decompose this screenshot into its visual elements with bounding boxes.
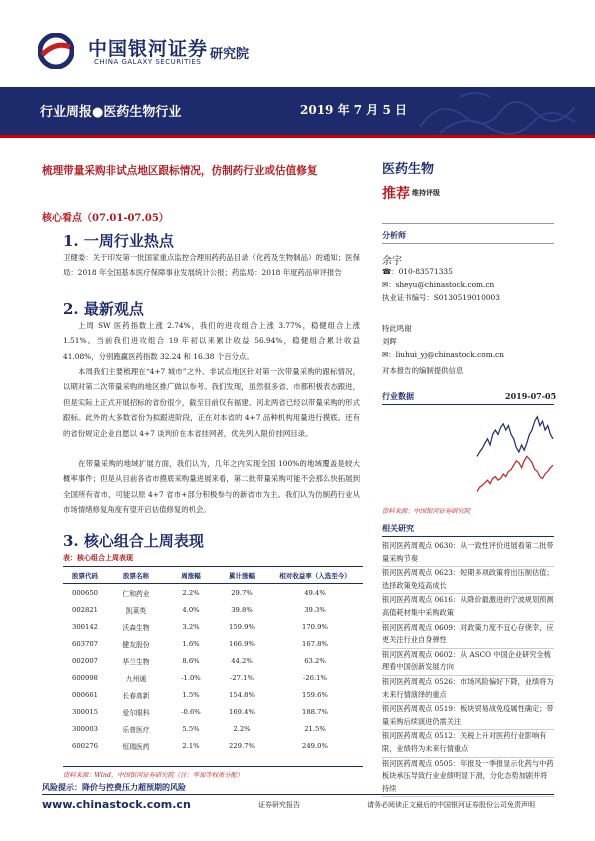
portfolio-table — [63, 566, 363, 755]
contact-email[interactable]: ✉：liuhui_yj@chinastock.com.cn — [382, 350, 504, 359]
related-item[interactable]: 银河医药周观点 0519：板块贸易战免疫属性确定；带量采购后续演进仍需关注 — [382, 703, 554, 730]
table-cell: 300142 — [72, 622, 98, 631]
institute-label: 研究院 — [210, 47, 250, 62]
table-cell: 229.7% — [229, 742, 255, 751]
risk-warning: 风险提示：降价与控费压力超预期的风险 — [42, 782, 186, 792]
related-item[interactable]: 银河医药周观点 0512：关税上升对医药行业影响有限，业绩将为未来行情重点 — [382, 730, 554, 757]
table-cell: 2.1% — [182, 742, 200, 751]
related-item[interactable]: 银河医药周观点 0505：年报及一季报显示化药与中药板块承压导致行业业绩明显下滑，分化态势加剧并将持续 — [382, 758, 554, 798]
table-cell: 沃森生物 — [122, 623, 150, 632]
company-name-en: CHINA GALAXY SECURITIES — [94, 58, 202, 66]
table-cell: -26.1% — [303, 674, 327, 683]
chart-series-line-0 — [477, 417, 553, 457]
table-cell: 39.8% — [231, 605, 253, 614]
table-row — [63, 704, 363, 721]
rating-sub: 维持评级 — [412, 188, 440, 197]
related-rule — [382, 536, 554, 537]
related-item[interactable]: 银河医药周观点 0602：从 ASCO 中国企业研究全梳理看中国创新发展方向 — [382, 649, 554, 676]
table-cell: 九州通 — [125, 675, 147, 684]
table-source: 资料来源：Wind，中国银河证券研究院（注：率加等权重分配） — [63, 772, 244, 779]
core-label: 核心看点（07.01-07.05） — [42, 213, 169, 224]
table-cell: 凯莱英 — [125, 606, 147, 615]
related-item[interactable]: 银河医药周观点 0616：从降价最激进的宁波规划预测高值耗材集中采购政策 — [382, 594, 554, 621]
related-item[interactable]: 银河医药周观点 0609：对政策力度不宜心存侥幸，应更关注行业自身弹性 — [382, 622, 554, 649]
table-cell: 1.6% — [182, 639, 200, 648]
table-row — [63, 687, 363, 704]
table-row — [63, 721, 363, 738]
contact-note: 对本报告的编制提供信息 — [382, 366, 464, 375]
analyst-cert: 执业证书编号：S0130519010003 — [382, 293, 500, 302]
table-cell: -0.6% — [181, 708, 201, 717]
table-cell: 爱尔眼科 — [122, 709, 150, 718]
table-cell: -27.1% — [230, 674, 254, 683]
table-cell: 恒瑞医药 — [122, 743, 150, 752]
table-cell: 170.9% — [302, 622, 328, 631]
report-title: 梳理带量采购非试点地区跟标情况，仿制药行业或估值修复 — [42, 165, 318, 177]
table-cell: 300015 — [72, 708, 98, 717]
contact-name: 刘晖 — [382, 337, 397, 346]
table-cell: 2.2% — [233, 725, 251, 734]
rating-label: 推荐 — [382, 186, 410, 202]
footer-mid: 证券研究报告 — [258, 801, 300, 809]
analyst-header: 分析师 — [382, 230, 406, 240]
report-type: 行业周报●医药生物行业 — [40, 105, 182, 120]
table-cell: 600276 — [72, 742, 98, 751]
footer-url[interactable]: www.chinastock.com.cn — [42, 798, 191, 811]
col-header-code: 股票代码 — [63, 567, 107, 584]
table-cell: 002007 — [72, 656, 98, 665]
chart-date: 2019-07-05 — [505, 391, 557, 401]
related-item[interactable]: 银河医药周观点 0526：市场风险偏好下降，业绩将为未来行情演绎的重点 — [382, 676, 554, 703]
table-cell: 63.2% — [304, 656, 326, 665]
table-cell: 000650 — [72, 588, 98, 597]
section-3-title: 3. 核心组合上周表现 — [63, 532, 204, 550]
portfolio-table-wrapper — [63, 566, 363, 755]
table-cell: 8.6% — [182, 656, 200, 665]
table-cell: 169.4% — [229, 708, 255, 717]
table-cell: 600998 — [72, 674, 98, 683]
table-cell: 1.5% — [182, 691, 200, 700]
table-cell: 159.6% — [302, 691, 328, 700]
analyst-rule-bottom — [382, 243, 554, 244]
table-row — [63, 738, 363, 755]
table-cell: 长春高新 — [122, 692, 150, 701]
related-item[interactable]: 银河医药周观点 0630：从一致性评价进展看第二批带量采购节奏 — [382, 540, 554, 567]
company-logo-icon — [38, 33, 74, 69]
table-cell: 603707 — [72, 639, 98, 648]
section-2-para-2: 本周我们主要梳理在“4+7 城市”之外、非试点地区针对第一次带量采购的跟标情况，以期对第二次带量采购的地区推广做以参考。我们发现，虽然很多省、市都积极表态跟进，但是实际上正式开展招标的省份很少，截至目前仅有福建、河北两省已经以带量采购的形式跟标。此外的大多数省份为拟跟进阶段，正在对本省的 4+7 品种机构用量进行摸底。还有的省份规定企业自愿以 4+7 谈判价在本省挂网者，优先列入限价挂网目录。 — [63, 367, 360, 438]
section-1-text: 卫健委：关于印发第一批国家重点监控合理用药药品目录（化药及生物制品）的通知；医保局：2018 年全国基本医疗保障事业发展统计公报；药监局：2018 年度药品审评报告 — [63, 253, 360, 278]
table-bottom-rule — [63, 766, 363, 767]
table-cell: 002821 — [72, 605, 98, 614]
table-cell: 乐普医疗 — [122, 726, 150, 735]
footer-rule — [42, 794, 554, 795]
analyst-email[interactable]: ✉：sheyu@chinastock.com.cn — [382, 280, 495, 289]
industry-chart — [476, 406, 554, 498]
table-row — [63, 601, 363, 618]
table-header-row — [63, 567, 363, 584]
analyst-rule-top — [382, 223, 554, 224]
section-2-title: 2. 最新观点 — [63, 300, 144, 318]
chart-title: 行业数据 — [382, 391, 414, 401]
table-cell: 154.8% — [229, 691, 255, 700]
col-header-name: 股票名称 — [107, 567, 165, 584]
table-cell: 166.9% — [229, 639, 255, 648]
table-cell: -1.0% — [181, 674, 201, 683]
industry-label: 医药生物 — [382, 162, 435, 177]
table-cell: 5.5% — [182, 725, 200, 734]
header-stripe — [0, 135, 595, 138]
table-cell: 188.7% — [302, 708, 328, 717]
table-cell: 167.8% — [302, 639, 328, 648]
col-header-relative: 相对收益率（入选至今） — [267, 567, 363, 584]
table-cell: 249.0% — [302, 742, 328, 751]
table-cell: 华兰生物 — [122, 657, 150, 666]
section-1-title: 1. 一周行业热点 — [63, 232, 174, 250]
table-row — [63, 669, 363, 686]
table-cell: 159.9% — [229, 622, 255, 631]
analyst-phone: ☎：010-83571335 — [382, 267, 453, 276]
footer-disclaimer: 请务必阅读正文最后的中国银河证券股份公司免责声明 — [367, 801, 535, 809]
table-cell: 2.2% — [182, 588, 200, 597]
analyst-name: 余宇 — [382, 256, 402, 267]
table-cell: 仁和药业 — [122, 589, 150, 598]
table-cell: 000661 — [72, 691, 98, 700]
col-header-cumulative: 累计涨幅 — [217, 567, 267, 584]
related-item[interactable]: 银河医药周观点 0623：短期多项政策将出压制估值；选择政策免疫高成长 — [382, 567, 554, 594]
chart-series-line-1 — [477, 456, 553, 491]
table-row — [63, 618, 363, 635]
chart-rule — [382, 404, 554, 405]
table-cell: 29.7% — [231, 588, 253, 597]
section-2-para-1: 上周 SW 医药指数上涨 2.74%，我们的进攻组合上涨 3.77%，稳健组合上涨 1.51%。当前我们进攻组合 19 年初以来累计收益 56.94%，稳健组合累计收益 41.08%，分别跑赢医药指数 32.24 和 16.38 个百分点。 — [63, 321, 360, 361]
col-header-weekly: 周涨幅 — [165, 567, 217, 584]
table-cell: 44.2% — [231, 656, 253, 665]
report-date: 2019 年 7 月 5 日 — [300, 103, 407, 117]
table-row — [63, 635, 363, 652]
section-2-para-3: 在带量采购的地域扩展方面，我们认为，几年之内实现全国 100%的地域覆盖是较大概率事件；但是从目前各省市摸底采购量进展来看，第二批带量采购可能不会那么快拓展到全国所有省市，可能以原 4+7 省市+部分积极参与的新省市为主。我们认为仿制药行业从市场情绪修复角度有望开启估值修复的机会。 — [63, 459, 360, 515]
chart-source: 资料来源：中国银河证券研究院 — [382, 508, 471, 515]
related-header: 相关研究 — [382, 523, 414, 533]
table-row — [63, 584, 363, 602]
contact-label: 特此鸣谢 — [382, 324, 412, 333]
table-cell: 300003 — [72, 725, 98, 734]
table-row — [63, 652, 363, 669]
company-name-cn: 中国银河证券 — [88, 38, 209, 60]
table-caption: 表：核心组合上周表现 — [63, 553, 133, 562]
related-list — [382, 540, 554, 797]
table-cell: 49.4% — [304, 588, 326, 597]
table-cell: 健友股份 — [122, 640, 150, 649]
table-cell: 39.3% — [304, 605, 326, 614]
table-cell: 4.0% — [182, 605, 200, 614]
table-cell: 21.5% — [304, 725, 326, 734]
table-cell: 3.2% — [182, 622, 200, 631]
